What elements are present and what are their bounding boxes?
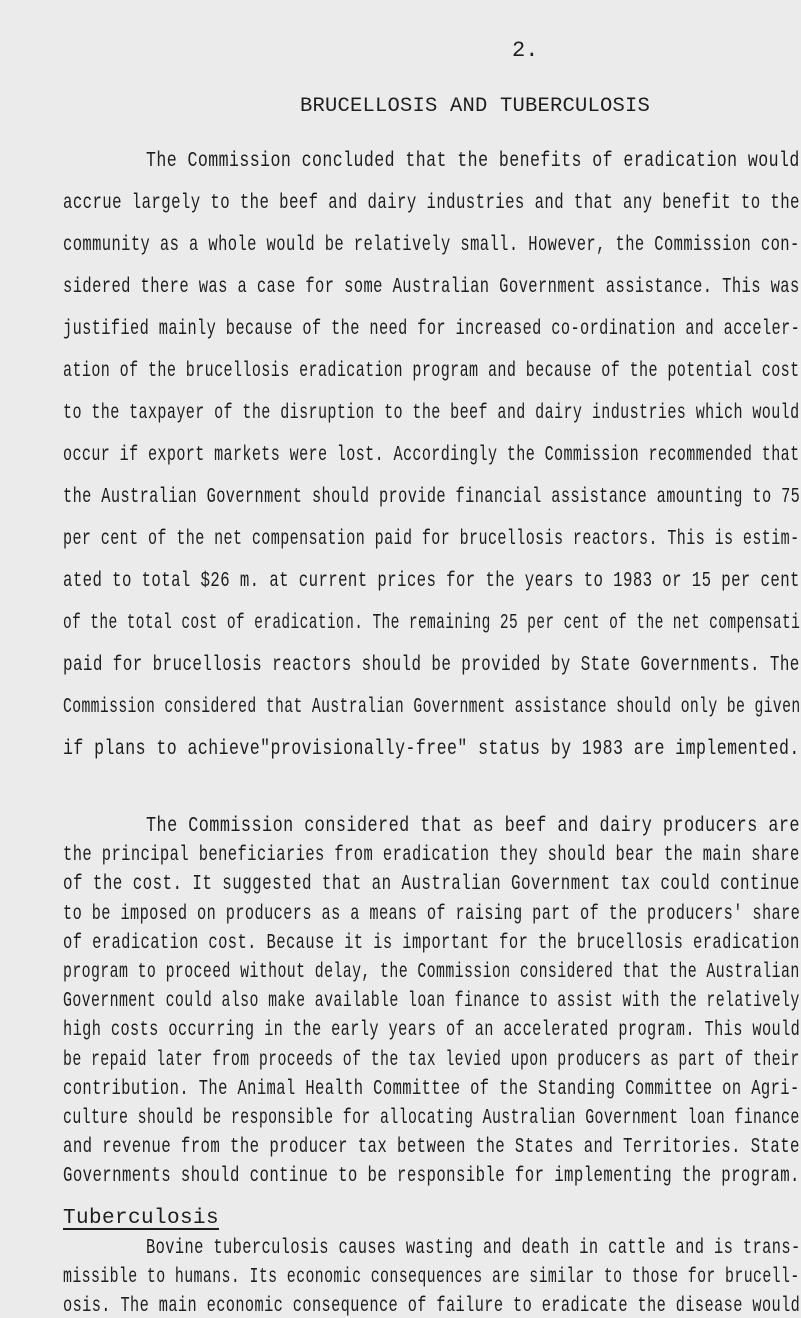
text-line: of the total cost of eradication. The remaining 25 per cent of the net compensati — [63, 612, 801, 635]
text-line: justified mainly because of the need for increased co-ordination and acceler- — [63, 318, 801, 341]
text-line: if plans to achieve"provisionally-free" status by 1983 are implemented. — [63, 738, 800, 761]
text-line: The Commission concluded that the benefits of eradication would — [146, 150, 800, 173]
text-line: Governments should continue to be responsible for implementing the program. — [63, 1165, 800, 1189]
text-line: ation of the brucellosis eradication program and because of the potential cost — [63, 360, 800, 383]
text-line: to be imposed on producers as a means of raising part of the producers' share — [63, 902, 801, 926]
text-line: occur if export markets were lost. Accordingly the Commission recommended that — [63, 444, 800, 467]
text-line: sidered there was a case for some Australian Government assistance. This was — [63, 276, 800, 299]
text-line: Commission considered that Australian Government assistance should only be given — [63, 696, 801, 719]
text-line: Government could also make available loan finance to assist with the relatively — [63, 990, 800, 1014]
text-line: of the cost. It suggested that an Australian Government tax could continue — [63, 873, 800, 897]
text-line: The Commission considered that as beef and dairy producers are — [146, 815, 800, 838]
text-line: the principal beneficiaries from eradication they should bear the main share — [63, 844, 800, 868]
text-line: ated to total $26 m. at current prices for the years to 1983 or 15 per cent — [63, 570, 800, 593]
text-line: high costs occurring in the early years of an accelerated program. This would — [63, 1019, 801, 1043]
text-line: community as a whole would be relatively small. However, the Commission con- — [63, 234, 800, 257]
text-line: contribution. The Animal Health Committee of the Standing Committee on Agri- — [63, 1077, 800, 1101]
text-line: to the taxpayer of the disruption to the beef and dairy industries which would — [63, 402, 800, 425]
text-line: of eradication cost. Because it is important for the brucellosis eradication — [63, 931, 800, 955]
text-line: culture should be responsible for allocating Australian Government loan finance — [63, 1107, 800, 1130]
text-line: accrue largely to the beef and dairy industries and that any benefit to the — [63, 192, 800, 215]
section-heading: Tuberculosis — [63, 1206, 220, 1230]
text-line: missible to humans. Its economic consequences are similar to those for brucell- — [63, 1265, 800, 1289]
text-line: osis. The main economic consequence of failure to eradicate the disease would — [63, 1295, 801, 1318]
text-line: paid for brucellosis reactors should be provided by State Governments. The — [63, 654, 800, 677]
text-line: per cent of the net compensation paid for brucellosis reactors. This is estim- — [63, 528, 800, 551]
text-line: Bovine tuberculosis causes wasting and death in cattle and is trans- — [146, 1236, 801, 1260]
text-line: program to proceed without delay, the Commission considered that the Australian — [63, 961, 800, 984]
text-line: the Australian Government should provide financial assistance amounting to 75 — [63, 486, 801, 509]
page-number: 2. — [512, 38, 539, 63]
text-line: be repaid later from proceeds of the tax levied upon producers as part of their — [63, 1048, 800, 1072]
text-line: and revenue from the producer tax between the States and Territories. State — [63, 1136, 800, 1160]
page-title: BRUCELLOSIS AND TUBERCULOSIS — [300, 95, 651, 118]
